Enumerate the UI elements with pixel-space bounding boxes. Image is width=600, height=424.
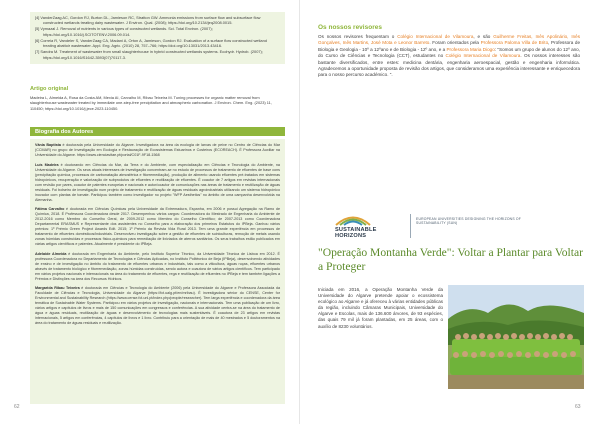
body-text: , Professora de Biologia e Geologia - 10º a 12ºano e de Biologia - 12º ano, e a <box>318 40 581 52</box>
bio-name: Margarida Ribau Teixeira <box>35 286 80 290</box>
body-text: , e são <box>473 34 494 39</box>
event-title: "Operação Montanha Verde": Voltar a Plantar para Voltar a Proteger <box>318 246 583 273</box>
bio-entry <box>35 252 280 282</box>
highlighted-text: Professora Maria Diogo <box>446 46 495 52</box>
highlighted-text: Colégio Internacional de Vilamoura <box>397 34 474 39</box>
logo-tagline: EUROPEAN UNIVERSITIES DESIGNING THE HORIZONS OF SUSTAINABILITY (SUN) <box>416 217 522 226</box>
bio-text: é doutorando em Ciências do Mar, da Terra e do Ambiente, com especialização em Ciências e Tecnologia do Ambiente, na Universidade do Algarve. Os seus atuais interesses de investigação concentram-se no estudo de processos de tratamento de efluentes de base cons (precipitação química, processos de carbonatação atmosférica e fitorremediação), produção de alimento usando efluentes pré-tratados em sistemas hidropónicos, recuperação e valorização de subprodutos de efluentes e reutilização de efluentes. É coautor de 7 artigos em revistas internacionais com revisão por pares, coautor de patentes europeias e nacionais e autor/coautor de comunicações nas áreas de tratamento e reutilização de águas residuais. Foi bolseiro de investigação num projeto de tratamento e reutilização de águas residuais agroindustriais utilizando um sistema hidropónico inovador com plantas de tomate. Participou também como investigador no projeto "WFP Aesthetics" no âmbito de uma campanha desenvolvida na Alemanha. <box>35 162 280 202</box>
bio-entry <box>35 207 280 247</box>
bio-entry <box>35 163 280 203</box>
page-number-right: 63 <box>575 404 581 410</box>
logo-name-line2: HORIZONS <box>335 233 367 239</box>
article-heading: Artigo original <box>30 86 69 92</box>
group-photo-image <box>448 285 584 389</box>
bio-name: Luís Madeira <box>35 162 59 167</box>
logo-name-line1: SUSTAINABLE <box>335 227 377 233</box>
bios-box <box>30 139 285 404</box>
reference-item: [6] Correia R, Vandeler S, VanderZaag CA, Madani A, Orton A, Jamieson, Gordon RJ. Evaluation of a surface flow constructed wetland treating abattoir wastewater. Appl. Eng. Agric. (2010) 28, 757–766; https://doi.org/10.13031/2013.43416. <box>35 37 267 49</box>
highlighted-text: Colégio Internacional de Vilamoura <box>445 53 521 59</box>
logo-divider <box>410 214 411 238</box>
logo-wordmark <box>335 227 377 239</box>
bio-name: Adelaide Almeida <box>35 251 67 256</box>
reviewers-text <box>318 34 580 79</box>
bio-text: é doutorada em Ciências Químicas pela Universidade da Extremadura, Espanha, em 2006 e possui Agregação na Ramo de Química, 2018. É Professora Coordenadora desde 2017. Desempenhou vários cargos: Coordenadora do Mestrado de Engenharia do Ambiente de 2012-2016 como Membro do Conselho Geral, de 2009-2012 como Membro do Conselho Científico; de 2007-2013 como Coordenadora Departamental ERASMUS e Representante dos assistentes no Conselho para a elaboração dos primeiros Estatutos do IPBeja. Ganhou vários prémios: 1º Prémio Green Project Awards Edit. 2015; 1º Prémio da Revista Vida Rural 2013. Tem uma grande experiência em processos de tratamento de efluentes domésticos/industriais. Desenvolveu investigação sobre a gestão de efluentes de suiniculturas, remoção de metais usando zonas húmidas construídas e processos físico-químicos para remediação de lixiviados de aterros sanitários. Os seus trabalhos estão publicados em várias artigos científicos e patentes. Atualmente é presidente do IPBeja. <box>35 207 280 246</box>
bio-name: Fátima Carvalho <box>35 207 65 211</box>
bio-name: Vânia Baptista <box>35 143 61 147</box>
body-text: : "Somos um grupo de alunos do 12º ano, do Curso de Ciências e Tecnologia (CCT), estudantes no <box>318 46 581 59</box>
body-text: Os nossos revisores frequentam o <box>318 34 398 39</box>
reference-item: [7] Sandra M. Treatment of wastewater from small slaughterhouse in hybrid constructed wetlands systems. Ecohydr. Hydrob. (2007); https://doi.org/10.1016/S1642-3593(07)70117-3. <box>35 49 263 60</box>
article-citation: Madeira L, Almeida A, Rosa da Costa AM, Mexia AI, Carvalho M, Ribau Teixeira M. Tuning processes for organic matter removal from slaughterhouse wastewater treated by immediate one-step-free precipitation and atmospheric carbonation. J Environ. Chem. Eng. (2023) 11, 110450; https://doi.org/10.1016/j.jece.2023.110450. <box>30 95 272 111</box>
bio-heading: Biografia dos Autores <box>30 127 285 136</box>
highlighted-text: Guilherme Freitas, Inês Apolinário, Inês Gonçalves, Inês Martins, José Mota e Leonor Barreto <box>318 34 580 46</box>
bio-text: é doutorada pela Universidade do Algarve. Investigadora na área da ecologia de larvas de peixe no Centro de Ciências do Mar (CCMAR) no grupo de Investigação em Ecologia e Restauração de Ecossistemas Estuarinos e Costeiros (ECOREACH). É Professora Auxiliar na Universidade do Algarve. https://www.cienciavitae.pt/portal/C01F-9F18-1568 <box>35 143 281 157</box>
highlighted-text: Professora Paloma Villa de Brito <box>480 40 549 46</box>
body-text: . Foram orientados pela <box>429 40 481 46</box>
reviewers-heading: Os nossos revisores <box>318 24 382 31</box>
page-number-left: 62 <box>14 404 20 410</box>
bio-entry <box>35 143 280 158</box>
reference-item: [4] VanderZaag AC, Gordon RJ, Burton DL, Jamieson RC, Stratton GW. Ammonia emissions from surface flow and subsurface flow constructed wetlands treating dairy wastewater. J Environ. Qual. (2008); https://doi.org/10.2134/jeq2008.0015. <box>35 15 261 26</box>
bio-text: é doutorada em Engenharia do Ambiente, pelo Instituto Superior Técnico, da Universidade Técnica de Lisboa em 2012. É professora Coordenadora no Departamento de Tecnologias e Ciências Aplicadas, no Instituto Politécnico de Beja (IPBeja), desenvolvendo atividades de ensino e de investigação no âmbito do tratamento de efluentes urbanos e industriais, tais como a viticultura, águas ruças, efluentes urbanos através de tratamento biológico e fitorremediação, zonas húmidas construídas, sendo autora e coautora de vários artigos científicos. Tem participado em vários projetos nacionais e internacionais na área do tratamento de efluentes, rega e reutilização de efluentes no IPBeja e tem também ligações a Prémios e Distinções na área dos Recursos Hídricos. <box>35 251 280 281</box>
volunteers-group-photo <box>448 285 584 389</box>
bio-entry <box>35 286 280 326</box>
event-text: Iniciada em 2016, a Operação Montanha Verde da Universidade do Algarve pretende apoiar o ecossistema ecológico ao Algarve e já ofereceu à várias entidades públicas da região, incluindo Câmaras Municipais, Universidade do Algarve e Escolas, mais de 136.600 árvores, de 93 espécies, das quais 79 mil já foram plantadas, em 25 áreas, com o auxílio de 8230 voluntários. <box>318 287 443 329</box>
reference-item: [5] Vymazal J. Removal of nutrients in various types of constructed wetlands. Sci. Total Environ. (2007); https://doi.org/10.1016/j.SCITOTENV.2006.09.014. <box>35 26 213 37</box>
references-box <box>30 12 285 64</box>
sustainable-horizons-logo <box>332 211 582 241</box>
body-text: . Os nossos interesses são bastante diversificados, entre estes: medicina dentária, engenharia aeroespacial, gestão e engenharia informática. Agradecemos a oportunidade proposta de revisão dos artigos, que consideramos uma experiência interessante e enriquecedora para o nosso percurso académico. ". <box>318 53 581 78</box>
bio-text: é doutorada em Ciências e Tecnologia do Ambiente (2006) pela Universidade do Algarve e Professora Associada da Faculdade de Ciências e Tecnologia, Universidade do Algarve (https://fct.ualg.pt/en/mribau). É investigadora sénior do CENSE, Center for Environmental and Sustainability Research (https://www.cense.fct.unl.pt/index.php/people/researcher). Tem larga experiência e coordenadora da área temática de Sustainable Water Systems. Participou em vários projetos de investigação, nacionais e internacionais. Tem uma publicação de um livro, vários artigos e capítulos de livros e mais de 150 comunicações em congressos e conferências. A sua atividade centra-se na área do tratamento de água e águas residuais, reutilização de águas e desenvolvimento de tecnologias mais sustentáveis. É coautora de 23 artigos em revistas internacionais, 5 artigos em conferências, 4 capítulos de livros e 1 livro. Contribuiu para a orientação de mais de 40 mestrados e 5 doutoramentos na área do tratamento de águas residuais e reutilização. <box>35 286 280 325</box>
